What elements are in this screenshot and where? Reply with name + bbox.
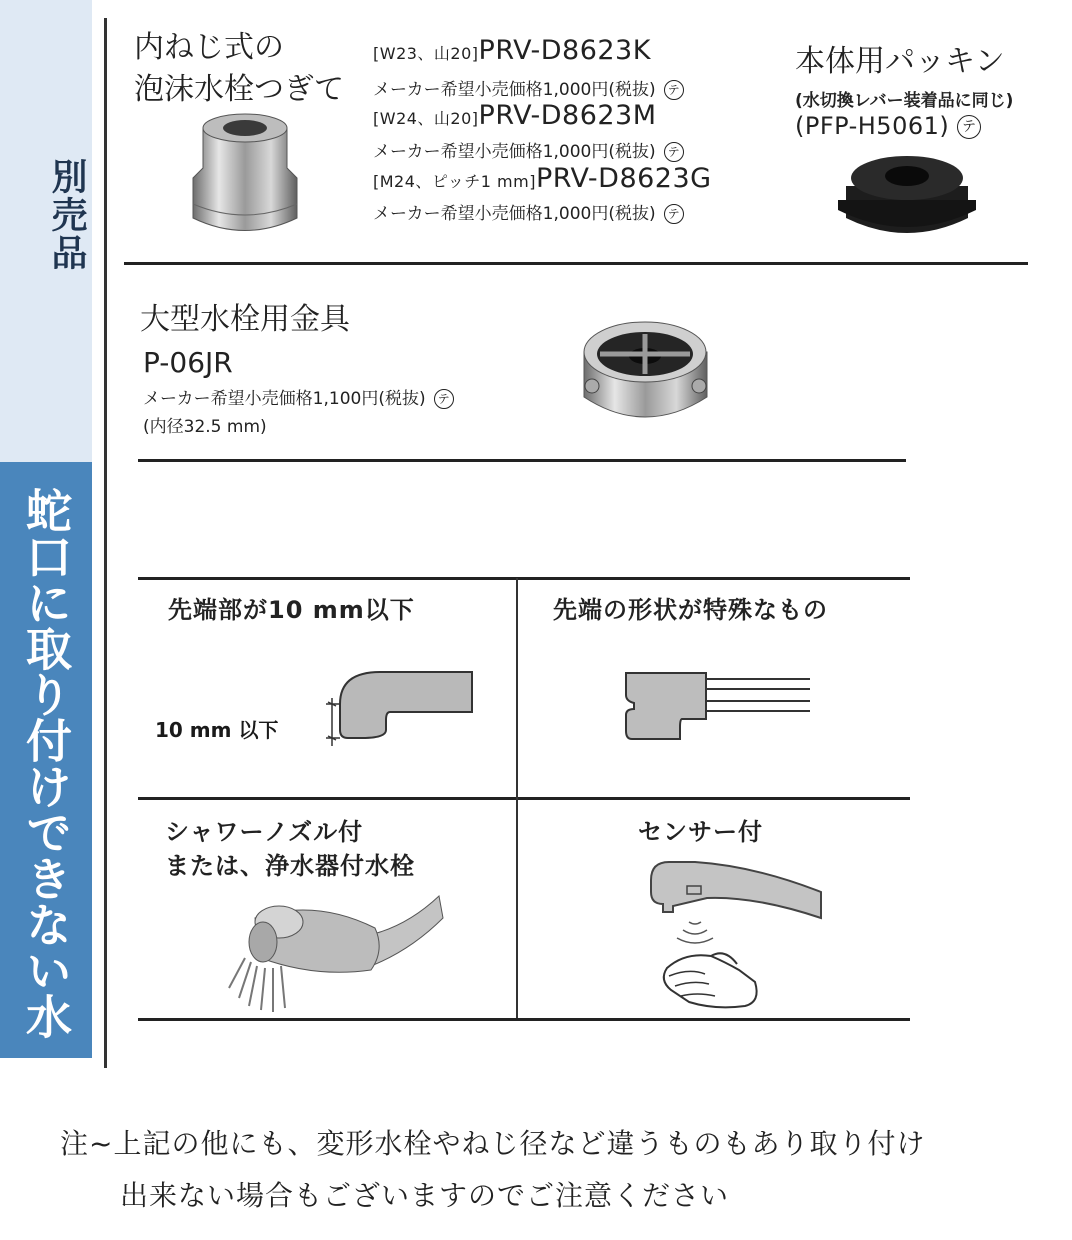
packing-code [795, 112, 981, 140]
sidebar-incompatible-label: 蛇口に取り付けできない水 [19, 487, 73, 1039]
thin-tip-faucet-illustration [300, 668, 475, 753]
fitting-price-text: メーカー希望小売価格1,100円(税抜) [143, 389, 426, 409]
adapter-variant-g-code-text: PRV-D8623G [535, 163, 712, 194]
adapter-variant-g-spec: [M24、ピッチ1 mm] [373, 172, 536, 191]
adapter-variant-k-spec: [W23、山20] [373, 44, 479, 63]
adapter-variant-m-code-text: PRV-D8623M [478, 100, 657, 131]
shower-nozzle-faucet-illustration [225, 888, 445, 1018]
delivery-mark-icon: テ [664, 204, 684, 224]
adapter-title-line2: 泡沫水栓つぎて [134, 72, 344, 107]
delivery-mark-icon: テ [664, 142, 684, 162]
adapter-title-line1: 内ねじ式の [134, 30, 284, 65]
adapter-variant-m-price [373, 137, 684, 162]
cell-thin-tip-title: 先端部が10 mm以下 [168, 596, 415, 624]
grid-bottom-border [138, 1018, 910, 1021]
adapter-image [185, 108, 305, 243]
fitting-title: 大型水栓用金具 [140, 302, 350, 337]
special-shape-faucet-illustration [620, 665, 812, 745]
section-divider [138, 459, 906, 462]
adapter-variant-k-code [373, 35, 651, 66]
packing-title: 本体用パッキン [795, 44, 1005, 79]
footer-note-line2: 出来ない場合もございますのでご注意ください [120, 1179, 730, 1212]
adapter-variant-g-price [373, 199, 684, 224]
sensor-faucet-illustration [645, 852, 825, 1012]
sidebar-accessories-label: 別売品 [46, 158, 87, 272]
adapter-variant-k-code-text: PRV-D8623K [478, 35, 651, 66]
fitting-image [578, 312, 713, 437]
packing-note: (水切換レバー装着品に同じ) [795, 91, 1014, 111]
fitting-price [143, 384, 454, 409]
fitting-code: P-06JR [143, 346, 233, 379]
vertical-divider [104, 18, 107, 1068]
adapter-variant-g-code [373, 163, 712, 194]
fitting-inner-diameter: (内径32.5 mm) [143, 417, 267, 437]
delivery-mark-icon: テ [434, 389, 454, 409]
delivery-mark-icon: テ [957, 115, 981, 139]
cell-special-shape-title: 先端の形状が特殊なもの [553, 596, 828, 624]
adapter-variant-m-code [373, 100, 657, 131]
packing-code-text: (PFP-H5061) [795, 112, 950, 140]
adapter-variant-m-price-text: メーカー希望小売価格1,000円(税抜) [373, 142, 656, 162]
cell-shower-title-line2: または、浄水器付水栓 [165, 852, 415, 880]
cell-sensor-title: センサー付 [638, 818, 763, 846]
section-divider [124, 262, 1028, 265]
cell-shower-title-line1: シャワーノズル付 [165, 818, 364, 846]
thin-tip-dimension-label: 10 mm 以下 [155, 718, 279, 742]
packing-image [838, 148, 976, 248]
adapter-variant-g-price-text: メーカー希望小売価格1,000円(税抜) [373, 204, 656, 224]
footer-note-line1: 注~上記の他にも、変形水栓やねじ径など違うものもあり取り付け [60, 1127, 926, 1160]
delivery-mark-icon: テ [664, 80, 684, 100]
adapter-variant-k-price [373, 75, 684, 100]
grid-top-border [138, 577, 910, 580]
adapter-variant-m-spec: [W24、山20] [373, 109, 479, 128]
grid-middle-border [138, 797, 910, 800]
grid-center-divider [516, 578, 518, 1018]
adapter-variant-k-price-text: メーカー希望小売価格1,000円(税抜) [373, 80, 656, 100]
